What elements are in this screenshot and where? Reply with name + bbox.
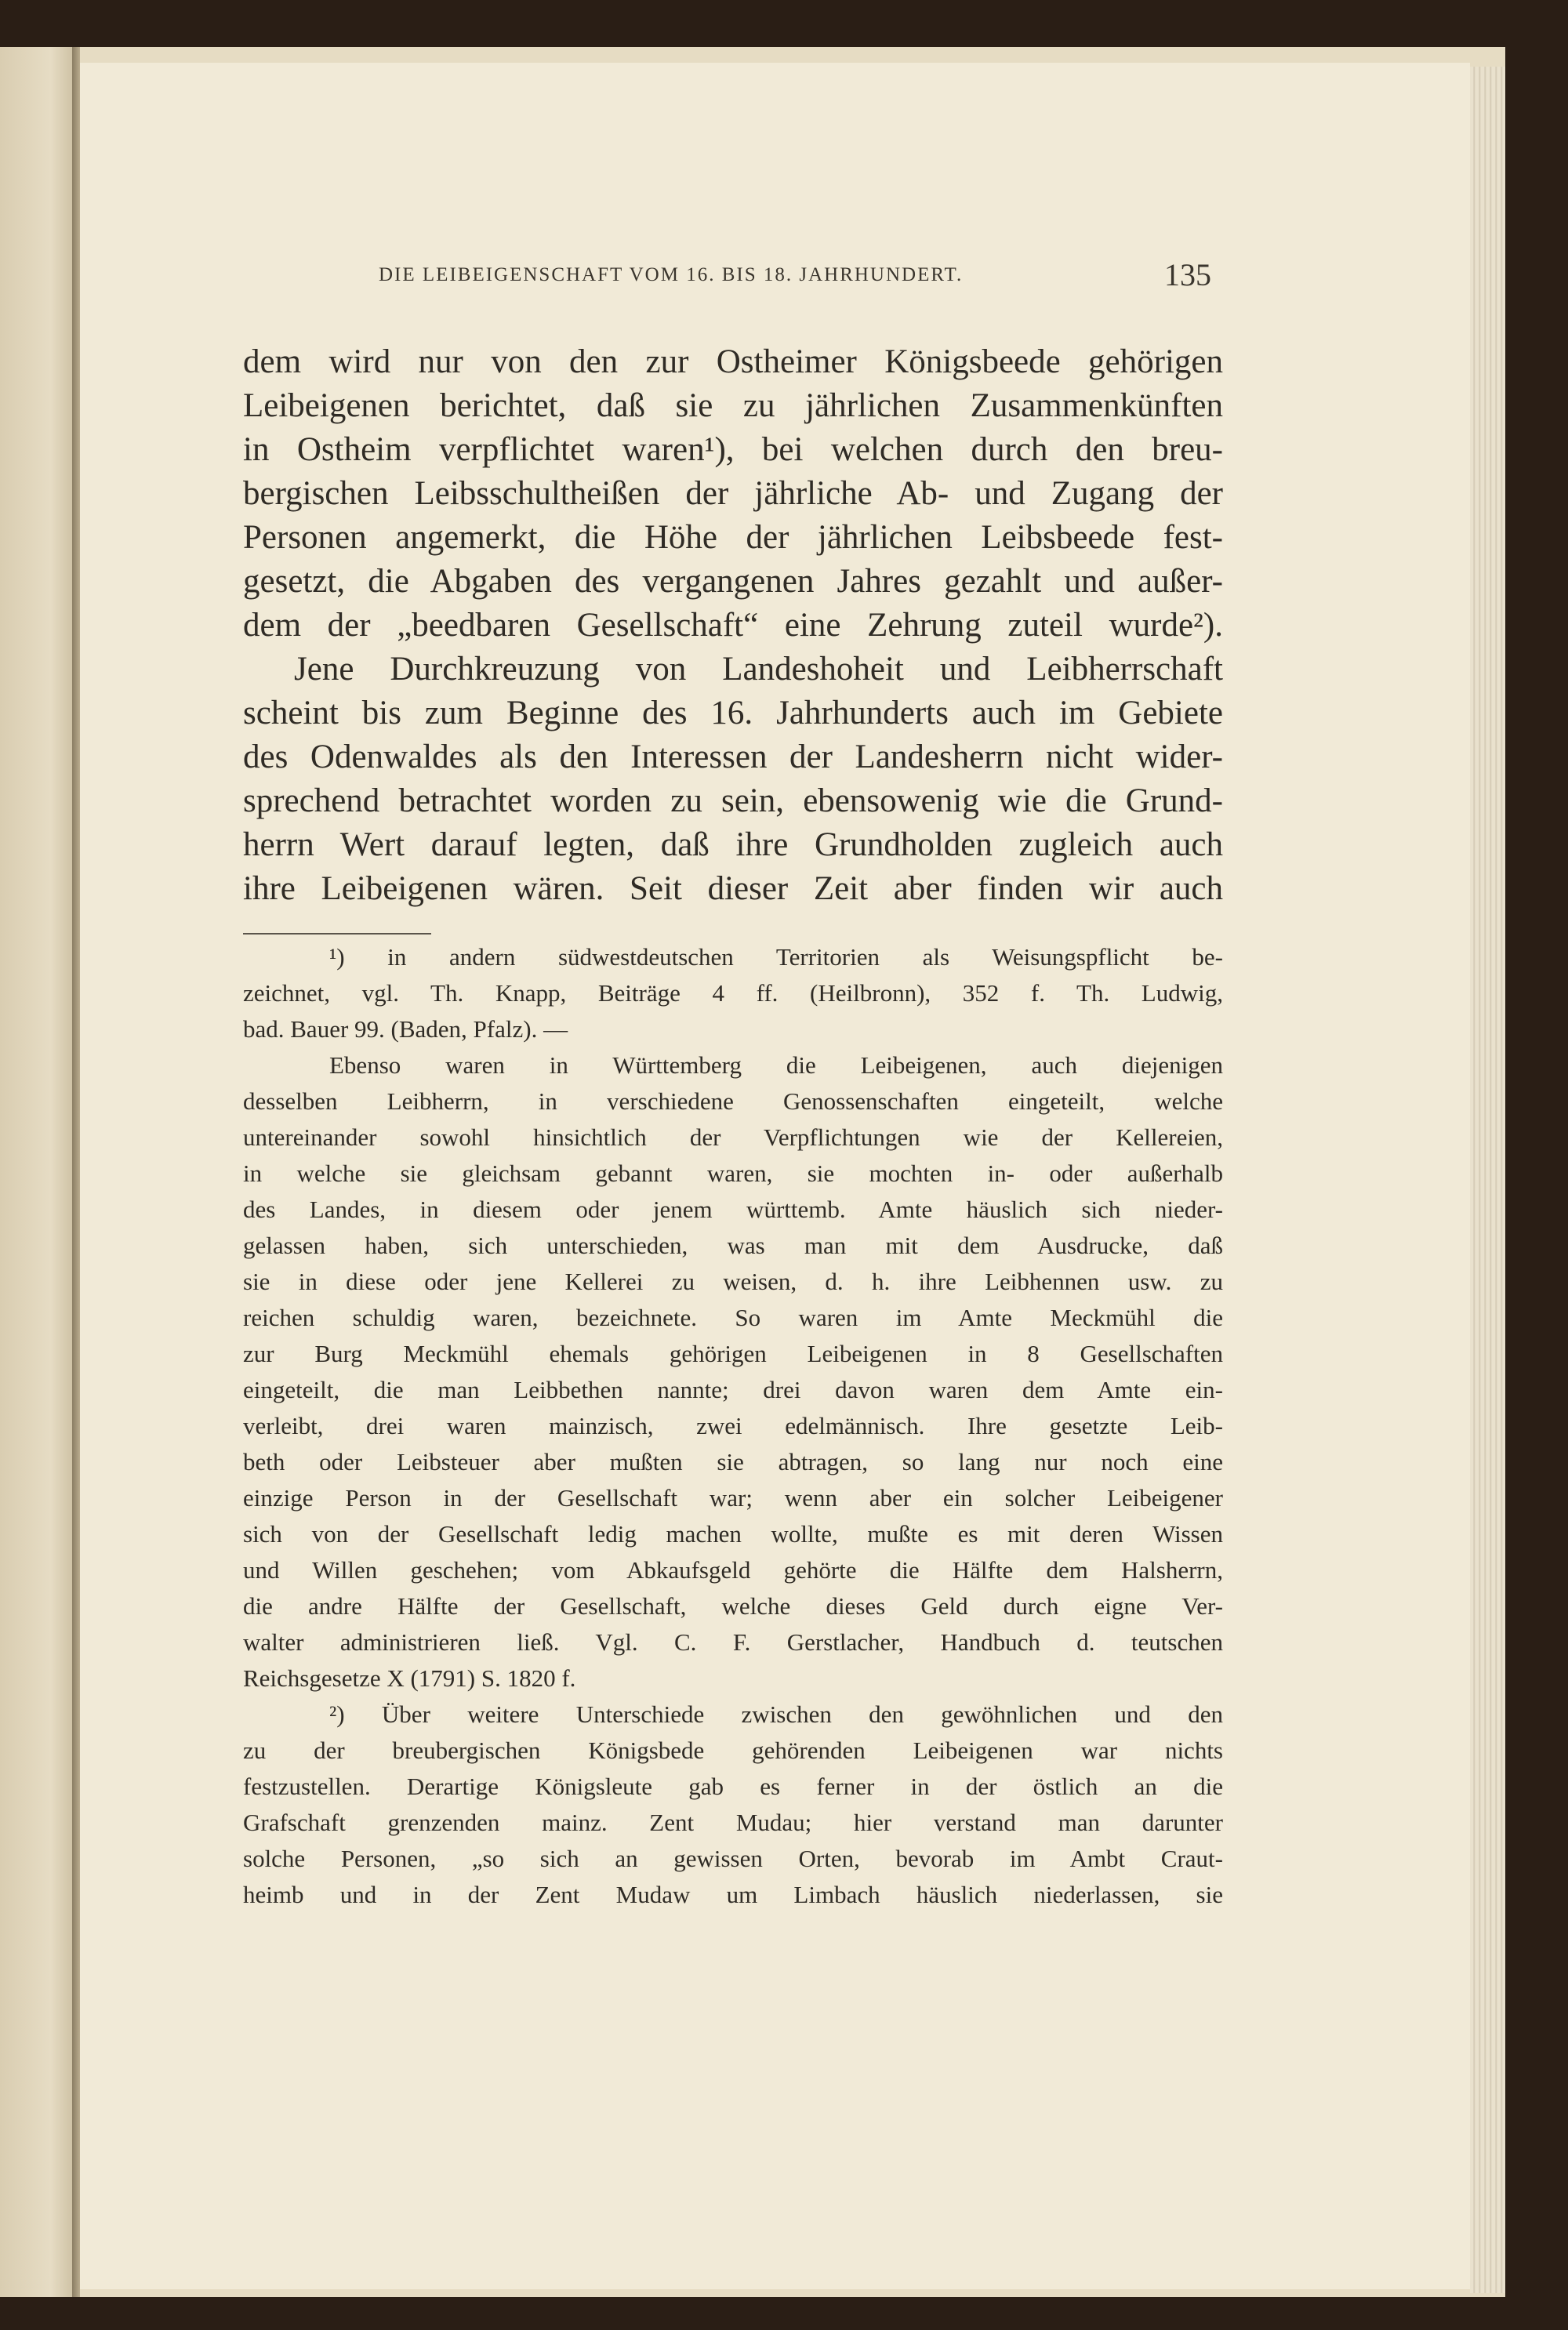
footnote-line: zeichnet, vgl. Th. Knapp, Beiträge 4 ff. (Heilbronn), 352 f. Th. Ludwig, <box>243 979 1223 1007</box>
footnote-rule <box>243 933 431 935</box>
body-line: dem wird nur von den zur Ostheimer Königsbeede gehörigen <box>243 343 1223 380</box>
footnote-line: gelassen haben, sich unterschieden, was man mit dem Ausdrucke, daß <box>243 1232 1223 1259</box>
footnote-line: untereinander sowohl hinsichtlich der Verpflichtungen wie der Kellereien, <box>243 1123 1223 1151</box>
body-line: Leibeigenen berichtet, daß sie zu jährlichen Zusammenkünften <box>243 387 1223 424</box>
footnote-line: desselben Leibherrn, in verschiedene Genossenschaften eingeteilt, welche <box>243 1087 1223 1115</box>
footnote-line: in welche sie gleichsam gebannt waren, sie mochten in- oder außerhalb <box>243 1160 1223 1187</box>
footnote-line: beth oder Leibsteuer aber mußten sie abtragen, so lang nur noch eine <box>243 1448 1223 1475</box>
body-line: gesetzt, die Abgaben des vergangenen Jahres gezahlt und außer- <box>243 563 1223 600</box>
body-line: dem der „beedbaren Gesellschaft“ eine Zehrung zuteil wurde²). <box>243 607 1223 644</box>
body-line: scheint bis zum Beginne des 16. Jahrhunderts auch im Gebiete <box>243 695 1223 731</box>
footnote-line: zur Burg Meckmühl ehemals gehörigen Leibeigenen in 8 Gesellschaften <box>243 1340 1223 1367</box>
page-edges <box>1470 67 1505 2293</box>
footnote-line: bad. Bauer 99. (Baden, Pfalz). — <box>243 1015 568 1043</box>
footnote-line: einzige Person in der Gesellschaft war; wenn aber ein solcher Leibeigener <box>243 1484 1223 1512</box>
body-line: ihre Leibeigenen wären. Seit dieser Zeit aber finden wir auch <box>243 870 1223 907</box>
book-gutter <box>72 47 80 2297</box>
footnote-line: Ebenso waren in Württemberg die Leibeigenen, auch diejenigen <box>329 1051 1223 1079</box>
footnote-line: sie in diese oder jene Kellerei zu weisen, d. h. ihre Leibhennen usw. zu <box>243 1268 1223 1295</box>
footnote-line: des Landes, in diesem oder jenem württemb. Amte häuslich sich nieder- <box>243 1196 1223 1223</box>
footnote-line: eingeteilt, die man Leibbethen nannte; drei davon waren dem Amte ein- <box>243 1376 1223 1403</box>
footnote-line: sich von der Gesellschaft ledig machen wollte, mußte es mit deren Wissen <box>243 1520 1223 1548</box>
footnote-line: heimb und in der Zent Mudaw um Limbach häuslich niederlassen, sie <box>243 1881 1223 1908</box>
footnote-line: solche Personen, „so sich an gewissen Orten, bevorab im Ambt Craut- <box>243 1845 1223 1872</box>
body-line: sprechend betrachtet worden zu sein, ebensowenig wie die Grund- <box>243 782 1223 819</box>
footnote-line: und Willen geschehen; vom Abkaufsgeld gehörte die Hälfte dem Halsherrn, <box>243 1556 1223 1584</box>
body-line: bergischen Leibsschultheißen der jährliche Ab- und Zugang der <box>243 475 1223 512</box>
footnote-line: die andre Hälfte der Gesellschaft, welche dieses Geld durch eigne Ver- <box>243 1592 1223 1620</box>
body-line: des Odenwaldes als den Interessen der Landesherrn nicht wider- <box>243 739 1223 775</box>
running-header: DIE LEIBEIGENSCHAFT VOM 16. BIS 18. JAHRHUNDERT. <box>379 264 964 285</box>
footnote-line: Grafschaft grenzenden mainz. Zent Mudau; hier verstand man darunter <box>243 1809 1223 1836</box>
footnote-line: verleibt, drei waren mainzisch, zwei edelmännisch. Ihre gesetzte Leib- <box>243 1412 1223 1439</box>
left-page-edge <box>0 47 72 2297</box>
body-line: Jene Durchkreuzung von Landeshoheit und Leibherrschaft <box>294 651 1223 688</box>
body-line: herrn Wert darauf legten, daß ihre Grundholden zugleich auch <box>243 826 1223 863</box>
footnote-line: walter administrieren ließ. Vgl. C. F. Gerstlacher, Handbuch d. teutschen <box>243 1628 1223 1656</box>
body-line: Personen angemerkt, die Höhe der jährlichen Leibsbeede fest- <box>243 519 1223 556</box>
footnote-line: ²) Über weitere Unterschiede zwischen den gewöhnlichen und den <box>329 1700 1223 1728</box>
footnote-line: Reichsgesetze X (1791) S. 1820 f. <box>243 1664 576 1692</box>
footnote-line: ¹) in andern südwestdeutschen Territorien als Weisungspflicht be- <box>329 943 1223 971</box>
footnote-line: reichen schuldig waren, bezeichnete. So waren im Amte Meckmühl die <box>243 1304 1223 1331</box>
footnote-line: festzustellen. Derartige Königsleute gab es ferner in der östlich an die <box>243 1773 1223 1800</box>
body-line: in Ostheim verpflichtet waren¹), bei welchen durch den breu- <box>243 431 1223 468</box>
page-number: 135 <box>1164 257 1211 292</box>
footnote-line: zu der breubergischen Königsbede gehörenden Leibeigenen war nichts <box>243 1737 1223 1764</box>
